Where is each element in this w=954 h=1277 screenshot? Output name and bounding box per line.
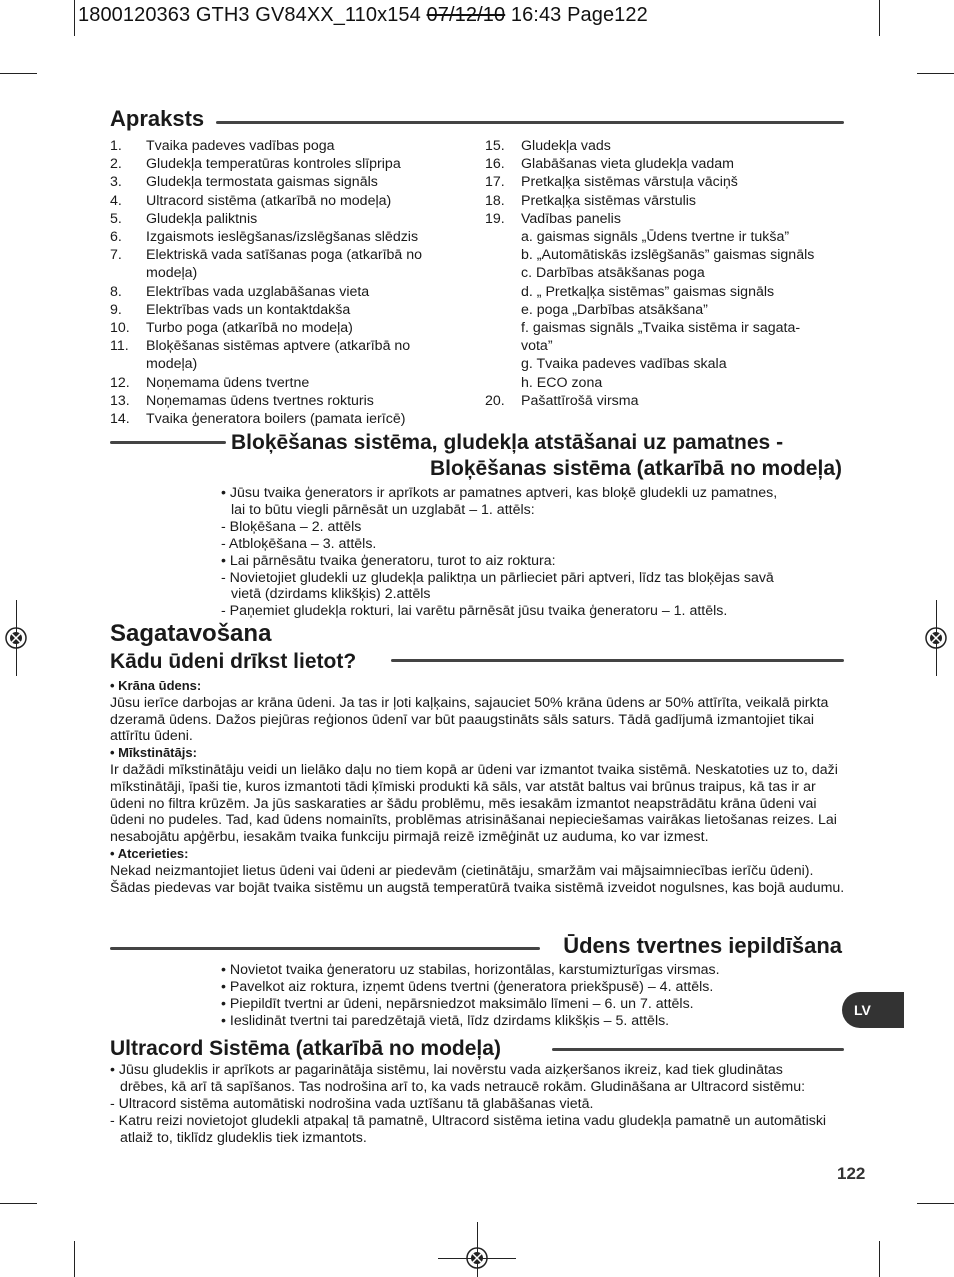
list-item bbox=[485, 392, 855, 410]
list-item-number: 10. bbox=[110, 320, 130, 337]
list-item bbox=[110, 319, 465, 337]
list-item-text: b. „Automātiskās izslēgšanās” gaismas signāls bbox=[521, 247, 815, 264]
list-item-number bbox=[485, 374, 521, 392]
list-item bbox=[485, 228, 855, 246]
list-item bbox=[485, 210, 855, 228]
remember-text: Nekad neizmantojiet lietus ūdeni vai ūdeni ar piedevām (cietinātāju, smaržām vai mājsaimniecības ierīču ūdeni). Šādas piedevas var bojāt tvaika sistēmu un augstā temperatūrā tvaika sistēmā izveidot nogulsnes, kas bojā audumu. bbox=[110, 862, 845, 896]
language-tab: LV bbox=[842, 992, 904, 1028]
list-item bbox=[485, 301, 855, 319]
list-item-number: 7. bbox=[110, 247, 122, 264]
list-item-number bbox=[485, 337, 521, 355]
list-item-text: Noņemama ūdens tvertne bbox=[146, 374, 310, 391]
list-item-text: Gludekļa temperatūras kontroles slīpripa bbox=[146, 156, 401, 173]
list-item-text: Gludekļa vads bbox=[521, 138, 611, 154]
list-item bbox=[485, 264, 855, 282]
print-header: 1800120363 GTH3 GV84XX_110x154 07/12/10 16:43 Page122 bbox=[78, 4, 648, 26]
blocking-instructions bbox=[221, 485, 846, 620]
list-item-text: Ultracord sistēma (atkarībā no modeļa) bbox=[146, 192, 392, 209]
instruction-line: • Novietot tvaika ģeneratoru uz stabilas, horizontālas, karstumizturīgas virsmas. bbox=[221, 962, 720, 978]
description-list-right bbox=[485, 137, 855, 410]
registration-mark-icon bbox=[919, 621, 953, 655]
list-item-number bbox=[485, 301, 521, 319]
list-item-number bbox=[485, 264, 521, 282]
crop-mark bbox=[917, 1203, 954, 1204]
list-item-number bbox=[110, 355, 146, 373]
list-item-number: 15. bbox=[485, 138, 505, 154]
softener-text: Ir dažādi mīkstinātāju veidi un lielāko daļu no tiem kopā ar ūdeni var izmantot tvaika sistēmā. Neskatoties uz to, daži mīkstinātāji, īpaši tie, kuros izmantoti tādi ķīmiski produkti kā sāls, var atstāt baltus vai brūnus traipus, kā tas ir ar ūdeni no filtra krūzēm. Ja jūs saskaraties ar šādu problēmu, mēs iesakām izmantot neapstrādātu krāna ūdeni vai ūdeni no pudeles. Tad, kad ūdens nomainīts, problēmas atrisināšanai nepieciešamas vairākas lietošanas reizes. Lai nesabojātu apģērbu, iesakām tvaika funkciju pirmajā reizē izmēģināt uz auduma, ko var izmest. bbox=[110, 761, 838, 846]
list-item-number: 18. bbox=[485, 192, 505, 209]
list-item bbox=[110, 283, 465, 301]
list-item-number: 6. bbox=[110, 229, 122, 246]
list-item-number bbox=[485, 355, 521, 373]
list-item-number: 4. bbox=[110, 192, 122, 209]
list-item-text: Pašattīrošā virsma bbox=[521, 392, 639, 409]
tank-instructions bbox=[221, 962, 841, 1030]
list-item-number: 20. bbox=[485, 392, 505, 409]
section-rule bbox=[552, 1048, 844, 1051]
list-item-text: e. poga „Darbības atsākšana” bbox=[521, 301, 708, 318]
list-item-text: g. Tvaika padeves vadības skala bbox=[521, 356, 727, 373]
crop-mark bbox=[74, 0, 75, 36]
registration-mark-icon bbox=[460, 1241, 494, 1275]
list-item bbox=[110, 355, 465, 373]
list-item-number: 14. bbox=[110, 411, 130, 428]
list-item-text: Turbo poga (atkarībā no modeļa) bbox=[146, 320, 353, 337]
list-item bbox=[110, 410, 465, 428]
crop-mark bbox=[917, 73, 954, 74]
list-item-text: Noņemamas ūdens tvertnes rokturis bbox=[146, 392, 374, 409]
list-item bbox=[485, 319, 855, 337]
list-item bbox=[110, 155, 465, 173]
list-item-text: Elektrības vada uzglabāšanas vieta bbox=[146, 283, 370, 300]
list-item bbox=[110, 246, 465, 264]
list-item-text: vota” bbox=[521, 338, 553, 355]
list-item-number: 19. bbox=[485, 210, 505, 227]
list-item-text: c. Darbības atsākšanas poga bbox=[521, 265, 705, 282]
crop-mark bbox=[74, 1241, 75, 1277]
section-title-sagatavosana: Sagatavošana bbox=[110, 620, 272, 647]
instruction-line: - Novietojiet gludekli uz gludekļa paliktņa un pārlieciet pāri aptveri, līdz tas bloķējas savā bbox=[221, 569, 774, 586]
section-rule bbox=[391, 659, 844, 662]
list-item-number bbox=[485, 283, 521, 301]
section-title-ultracord: Ultracord Sistēma (atkarībā no modeļa) bbox=[110, 1037, 501, 1060]
list-item bbox=[485, 246, 855, 264]
instruction-line: - Ultracord sistēma automātiski nodrošina vada uztīšanu tā glabāšanas vietā. bbox=[110, 1095, 594, 1112]
list-item-text: Tvaika ģeneratora boilers (pamata ierīcē) bbox=[146, 411, 406, 428]
instruction-line: - Katru reizi novietojot gludekli atpakaļ tā pamatnē, Ultracord sistēma ietina vadu gludekļa pamatnē un automātiski atlaiž to, tiklīdz gludeklis tiek izmantots. bbox=[110, 1112, 827, 1146]
list-item bbox=[110, 228, 465, 246]
registration-mark-icon bbox=[0, 621, 33, 655]
instruction-line: • Pavelkot aiz roktura, izņemt ūdens tvertni (ģeneratora priekšpusē) – 4. attēls. bbox=[221, 978, 714, 995]
list-item bbox=[485, 337, 855, 355]
list-item-text: Tvaika padeves vadības poga bbox=[146, 138, 335, 154]
tap-water-text: Jūsu ierīce darbojas ar krāna ūdeni. Ja tas ir ļoti kaļķains, sajauciet 50% krāna ūdens ar 50% attīrīta, veikalā pirkta dzeramā ūdens. Dažos piejūras reģionos ūdenī var būt paaugstināts sāls saturs. Tādā gadījumā izmantojiet tikai attīrītu ūdeni. bbox=[110, 694, 829, 745]
list-item-text: f. gaismas signāls „Tvaika sistēma ir sagata- bbox=[521, 320, 801, 337]
list-item bbox=[110, 337, 465, 355]
list-item bbox=[110, 301, 465, 319]
ultracord-instructions bbox=[110, 1062, 832, 1147]
section-rule bbox=[110, 947, 540, 950]
list-item-text: modeļa) bbox=[146, 265, 198, 282]
instruction-line: • Jūsu tvaika ģenerators ir aprīkots ar pamatnes aptveri, kas bloķē gludekli uz pamatnes, bbox=[221, 485, 778, 501]
instruction-line: - Paņemiet gludekļa rokturi, lai varētu pārnēsāt jūsu tvaika ģeneratoru – 1. attēls. bbox=[221, 603, 728, 620]
list-item bbox=[485, 355, 855, 373]
section-rule bbox=[216, 121, 844, 124]
list-item bbox=[110, 137, 465, 155]
list-item bbox=[110, 374, 465, 392]
list-item-number bbox=[485, 228, 521, 246]
instruction-line: vietā (dzirdams klikšķis) 2.attēls bbox=[231, 586, 431, 603]
instruction-line: lai to būtu viegli pārnēsāt un uzglabāt – 1. attēls: bbox=[231, 501, 535, 518]
instruction-line: • Lai pārnēsātu tvaika ģeneratoru, turot to aiz roktura: bbox=[221, 552, 556, 569]
list-item-number: 9. bbox=[110, 301, 122, 318]
list-item bbox=[110, 192, 465, 210]
list-item bbox=[110, 264, 465, 282]
list-item bbox=[110, 173, 465, 191]
crop-mark bbox=[879, 0, 880, 36]
list-item bbox=[485, 374, 855, 392]
list-item-text: Glabāšanas vieta gludekļa vadam bbox=[521, 156, 734, 173]
list-item-text: Vadības panelis bbox=[521, 210, 621, 227]
page-number: 122 bbox=[837, 1164, 866, 1183]
softener-label: • Mīkstinātājs: bbox=[110, 745, 197, 761]
list-item-number: 11. bbox=[110, 338, 129, 355]
list-item-number bbox=[110, 264, 146, 282]
list-item-number: 16. bbox=[485, 156, 505, 173]
list-item-text: Pretkaļķa sistēmas vārstulis bbox=[521, 192, 697, 209]
list-item-number: 8. bbox=[110, 283, 122, 300]
list-item bbox=[485, 137, 855, 155]
list-item bbox=[110, 210, 465, 228]
instruction-line: • Jūsu gludeklis ir aprīkots ar pagarinātāja sistēmu, lai novērstu vada aizķeršanos ikreiz, kad tiek gludinātas drēbes, kā arī tā sapīšanos. Tas nodrošina arī to, ka vads netraucē rokām. Gludināšana ar Ultracord sistēmu: bbox=[110, 1062, 806, 1095]
list-item-text: Bloķēšanas sistēmas aptvere (atkarībā no bbox=[146, 338, 411, 355]
list-item bbox=[485, 283, 855, 301]
list-item bbox=[110, 392, 465, 410]
tap-water-label: • Krāna ūdens: bbox=[110, 678, 202, 693]
list-item bbox=[485, 155, 855, 173]
instruction-line: - Bloķēšana – 2. attēls bbox=[221, 518, 362, 535]
list-item-text: Elektrības vads un kontaktdakša bbox=[146, 301, 351, 318]
list-item-text: Gludekļa termostata gaismas signāls bbox=[146, 174, 378, 191]
instruction-line: - Atbloķēšana – 3. attēls. bbox=[221, 535, 377, 552]
section-title-blocking-2: Bloķēšanas sistēma (atkarībā no modeļa) bbox=[430, 457, 842, 480]
list-item bbox=[485, 192, 855, 210]
list-item-number: 2. bbox=[110, 156, 122, 173]
crop-mark bbox=[879, 1241, 880, 1277]
list-item-number: 12. bbox=[110, 374, 130, 391]
list-item-number: 13. bbox=[110, 392, 130, 409]
list-item-text: Pretkaļķa sistēmas vārstuļa vāciņš bbox=[521, 174, 738, 191]
list-item-number bbox=[485, 246, 521, 264]
description-list-left bbox=[110, 137, 465, 428]
list-item-number bbox=[485, 319, 521, 337]
water-info-block bbox=[110, 678, 845, 896]
subsection-title-water: Kādu ūdeni drīkst lietot? bbox=[110, 650, 357, 673]
list-item-number: 3. bbox=[110, 174, 122, 191]
instruction-line: • Ieslidināt tvertni tai paredzētajā vietā, līdz dzirdams klikšķis – 5. attēls. bbox=[221, 1012, 670, 1029]
list-item-number: 5. bbox=[110, 210, 122, 227]
list-item-text: Gludekļa paliktnis bbox=[146, 210, 258, 227]
section-title-apraksts: Apraksts bbox=[110, 106, 205, 131]
list-item-number: 17. bbox=[485, 174, 505, 191]
section-rule bbox=[110, 441, 226, 444]
list-item-number: 1. bbox=[110, 138, 122, 154]
crop-mark bbox=[0, 73, 37, 74]
list-item bbox=[485, 173, 855, 191]
list-item-text: Izgaismots ieslēgšanas/izslēgšanas slēdzis bbox=[146, 229, 419, 246]
remember-label: • Atcerieties: bbox=[110, 845, 189, 861]
list-item-text: a. gaismas signāls „Ūdens tvertne ir tukša” bbox=[521, 229, 790, 246]
crop-mark bbox=[0, 1203, 37, 1204]
section-title-blocking: Bloķēšanas sistēma, gludekļa atstāšanai uz pamatnes - bbox=[231, 431, 784, 454]
list-item-text: h. ECO zona bbox=[521, 374, 603, 391]
list-item-text: d. „ Pretkaļķa sistēmas” gaismas signāls bbox=[521, 283, 775, 300]
print-date: 07/12/10 bbox=[426, 4, 506, 26]
section-title-tank: Ūdens tvertnes iepildīšana bbox=[563, 933, 842, 958]
instruction-line: • Piepildīt tvertni ar ūdeni, nepārsniedzot maksimālo līmeni – 6. un 7. attēls. bbox=[221, 995, 694, 1012]
list-item-text: Elektriskā vada satīšanas poga (atkarībā no bbox=[146, 247, 423, 264]
list-item-text: modeļa) bbox=[146, 356, 198, 373]
